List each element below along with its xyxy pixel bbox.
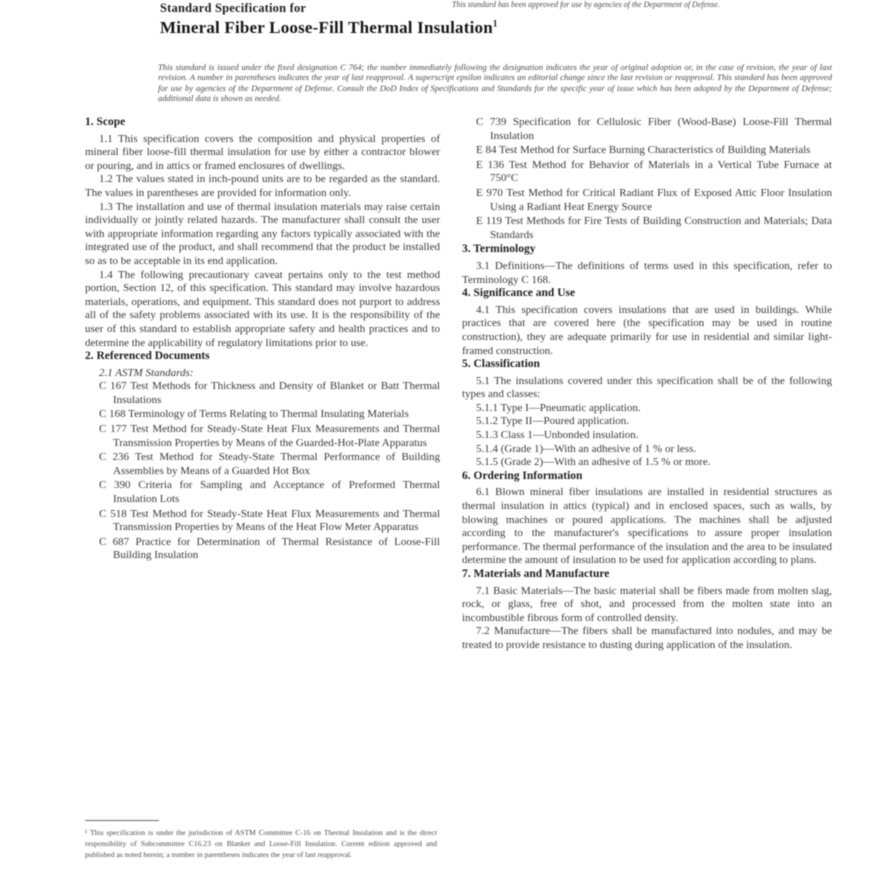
- reference-item: C 168 Terminology of Terms Relating to Thermal Insulating Materials: [99, 408, 409, 421]
- paragraph-1-2: 1.2 The values stated in inch-pound units are to be regarded as the standard. The values in parentheses are provided for information only.: [85, 173, 440, 199]
- reference-item: E 136 Test Method for Behavior of Materials in a Vertical Tube Furnace at 750°C: [476, 158, 832, 185]
- reference-item: C 390 Criteria for Sampling and Acceptance of Preformed Thermal Insulation Lots: [99, 479, 440, 506]
- footnote-divider: [85, 820, 159, 821]
- classification-item: 5.1.4 (Grade 1)—With an adhesive of 1 % or less.: [476, 442, 697, 455]
- subsection-2-1-heading: 2.1 ASTM Standards:: [99, 366, 194, 379]
- paragraph-1-4: 1.4 The following precautionary caveat pertains only to the test method portion, Section 12, of this specification. This standard may involve hazardous materials, operations, and equipment. This standard does not purport to address all of the safety problems associated with its use. It is the responsibility of the user of this standard to establish appropriate safety and health practices and to determine the applicability of regulatory limitations prior to use.: [85, 268, 440, 349]
- section-5-heading: 5. Classification: [462, 358, 540, 371]
- paragraph-7-2: 7.2 Manufacture—The fibers shall be manufactured into nodules, and may be treated to provide resistance to dusting during application of the insulation.: [462, 625, 832, 651]
- page-title-text: Mineral Fiber Loose-Fill Thermal Insulation: [160, 18, 493, 37]
- classification-item: 5.1.3 Class 1—Unbonded insulation.: [476, 429, 639, 442]
- paragraph-6-1: 6.1 Blown mineral fiber insulations are installed in residential structures as thermal insulation in attics (typical) and in enclosed spaces, such as walls, by blowing machines or poured applications. The machines shall be adjusted according to the manufacturer's specifications to assure proper insulation performance. The thermal performance of the insulation and the area to be insulated determine the amount of insulation to be used for application according to plans.: [462, 486, 832, 567]
- reference-item: C 167 Test Methods for Thickness and Density of Blanket or Batt Thermal Insulations: [99, 380, 440, 406]
- paragraph-3-1: 3.1 Definitions—The definitions of terms used in this specification, refer to Terminology C 168.: [462, 259, 832, 286]
- title-footnote-marker: 1: [492, 18, 498, 29]
- section-1-heading: 1. Scope: [85, 116, 126, 128]
- designation-disclaimer: This standard is issued under the fixed designation C 764; the number immediately following the designation indicates the year of original adoption or, in the case of revision, the year of last revision. A number in parentheses indicates the year of last reapproval. A superscript epsilon indicates an editorial change since the last revision or reapproval. This standard has been approved for use by agencies of the Department of Defense. Consult the DoD Index of Specifications and Standards for the specific year of issue which has been adopted by the Department of Defense; additional data is shown as needed.: [158, 62, 832, 103]
- reference-item: C 518 Test Method for Steady-State Heat Flux Measurements and Thermal Transmission Properties by Means of the Heat Flow Meter Apparatus: [99, 507, 440, 534]
- classification-item: 5.1.5 (Grade 2)—With an adhesive of 1.5 % or more.: [476, 456, 711, 469]
- paragraph-4-1: 4.1 This specification covers insulations that are used in buildings. While practices that are covered here (the specification may be used in routine construction), they are adequate primarily for use in residential and similar light-framed construction.: [462, 303, 832, 357]
- jurisdiction-footnote: ¹ This specification is under the jurisdiction of ASTM Committee C-16 on Thermal Insulation and is the direct responsibility of Subcommittee C16.23 on Blanket and Loose-Fill Insulation. Current edition approved and published as noted herein; a number in parentheses indicates the year of last reapproval.: [85, 828, 437, 859]
- paragraph-7-1: 7.1 Basic Materials—The basic material shall be fibers made from molten slag, rock, or glass, free of shot, and processed from the molten state into an incombustible fibrous form of controlled density.: [462, 584, 832, 624]
- approval-note: This standard has been approved for use by agencies of the Department of Defense.: [452, 0, 720, 9]
- paragraph-1-3: 1.3 The installation and use of thermal insulation materials may raise certain individually or jointly related hazards. The manufacturer shall consult the user with appropriate information regarding any factors typically associated with the integrated use of the product, and shall recommend that the product be installed so as to be acceptable in its end application.: [85, 200, 440, 267]
- section-3-heading: 3. Terminology: [462, 243, 536, 256]
- classification-item: 5.1.2 Type II—Poured application.: [476, 415, 629, 428]
- section-4-heading: 4. Significance and Use: [462, 287, 576, 300]
- right-column: [462, 116, 832, 653]
- title-kicker: Standard Specification for: [160, 1, 307, 15]
- reference-item: C 236 Test Method for Steady-State Thermal Performance of Building Assemblies by Means of a Guarded Hot Box: [99, 451, 440, 477]
- classification-item: 5.1.1 Type I—Pneumatic application.: [476, 401, 641, 414]
- reference-item: C 687 Practice for Determination of Thermal Resistance of Loose-Fill Building Insulation: [99, 535, 440, 562]
- reference-item: E 119 Test Methods for Fire Tests of Building Construction and Materials; Data Standards: [476, 215, 832, 241]
- page-title: [160, 18, 800, 38]
- section-7-heading: 7. Materials and Manufacture: [462, 568, 610, 580]
- paragraph-1-1: 1.1 This specification covers the composition and physical properties of mineral fiber loose-fill thermal insulation for use by either a contractor blower or pouring, and in attics or framed enclosures of dwellings.: [85, 132, 440, 172]
- reference-item: E 970 Test Method for Critical Radiant Flux of Exposed Attic Floor Insulation Using a Radiant Heat Energy Source: [476, 186, 832, 213]
- reference-item: E 84 Test Method for Surface Burning Characteristics of Building Materials: [476, 144, 811, 157]
- section-2-heading: 2. Referenced Documents: [85, 350, 210, 363]
- left-column: [85, 116, 440, 564]
- reference-item: C 739 Specification for Cellulosic Fiber (Wood-Base) Loose-Fill Thermal Insulation: [476, 116, 832, 142]
- reference-item: C 177 Test Method for Steady-State Heat Flux Measurements and Thermal Transmission Properties by Means of the Guarded-Hot-Plate Apparatus: [99, 423, 440, 449]
- section-6-heading: 6. Ordering Information: [462, 469, 583, 482]
- paragraph-5-1: 5.1 The insulations covered under this specification shall be of the following types and classes:: [462, 374, 832, 401]
